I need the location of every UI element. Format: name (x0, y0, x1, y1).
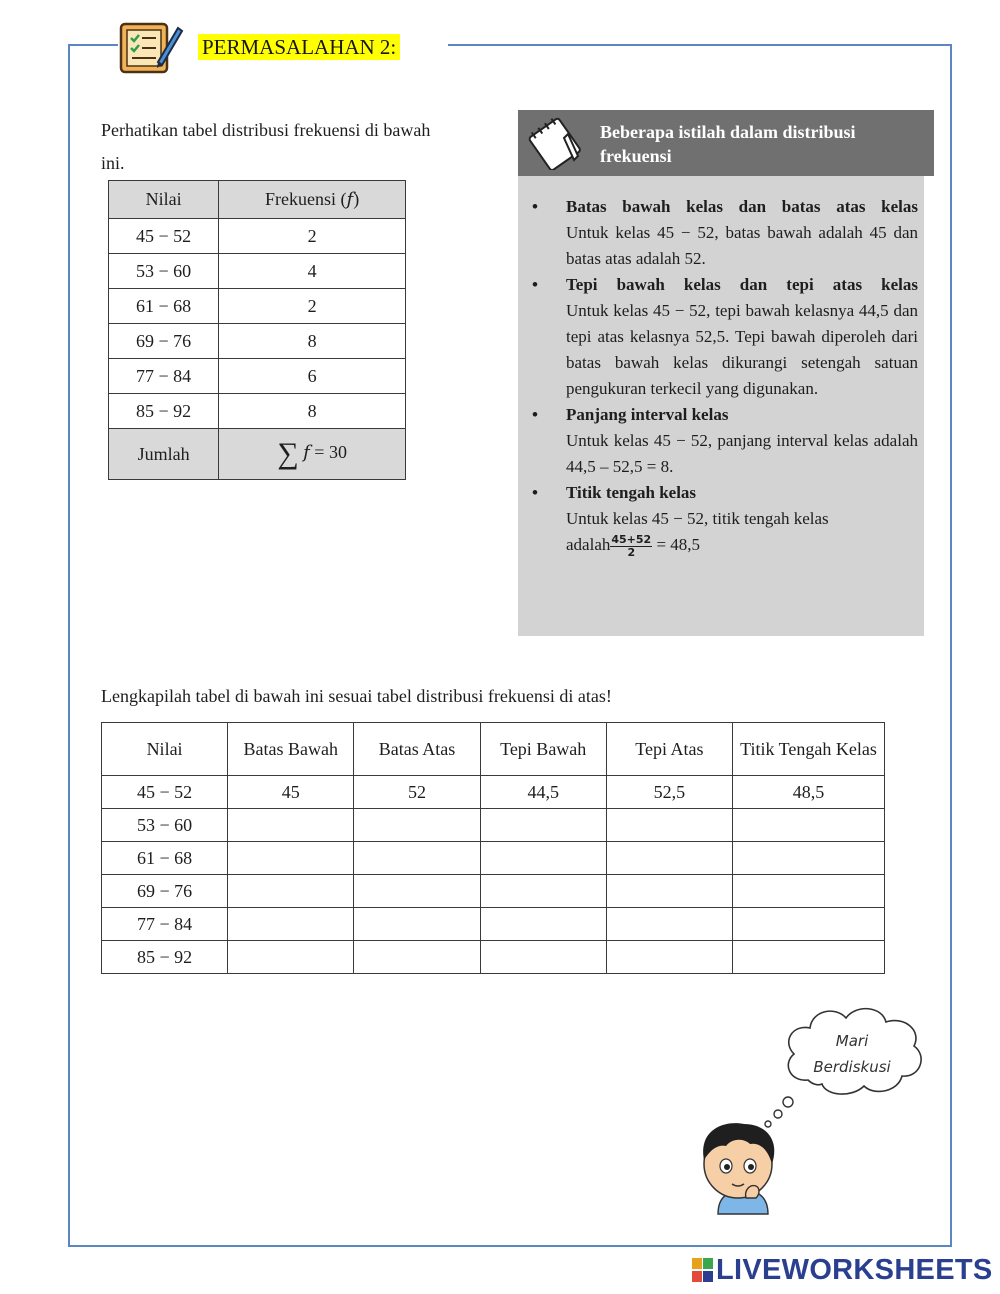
ws-row-label: 77 − 84 (102, 908, 228, 941)
info-box-header (518, 110, 934, 176)
answer-cell[interactable] (606, 809, 732, 842)
table-row (109, 394, 406, 429)
answer-cell[interactable] (606, 842, 732, 875)
fraction (610, 534, 652, 559)
table-row (109, 219, 406, 254)
answer-cell[interactable] (480, 875, 606, 908)
answer-cell[interactable] (732, 875, 884, 908)
total-row (109, 429, 406, 480)
page-title: PERMASALAHAN 2: (198, 34, 400, 60)
answer-cell[interactable] (354, 842, 480, 875)
answer-cell[interactable] (606, 908, 732, 941)
ws-cell: 52 (354, 776, 480, 809)
freq-cell: 8 (219, 394, 406, 429)
info-item-text: Untuk kelas 45 − 52, panjang interval kelas adalah 44,5 – 52,5 = 8. (566, 431, 918, 476)
thinking-boy-icon (688, 1094, 798, 1222)
info-item-text: Untuk kelas 45 − 52, tepi bawah kelasnya 44,5 dan tepi atas kelasnya 52,5. Tepi bawah diperoleh dari batas bawah kelas dikurangi setengah satuan pengukuran terkecil yang digunakan. (566, 301, 918, 398)
answer-cell[interactable] (480, 842, 606, 875)
freq-header-nilai: Nilai (109, 181, 219, 219)
answer-cell[interactable] (732, 908, 884, 941)
answer-cell[interactable] (354, 875, 480, 908)
answer-cell[interactable] (228, 842, 354, 875)
table-row (102, 809, 885, 842)
bullet: • (532, 405, 538, 424)
info-item-text: Untuk kelas 45 − 52, titik tengah kelas (566, 509, 829, 528)
table-row (109, 359, 406, 394)
table-row (109, 324, 406, 359)
speech-bubble-text (790, 1028, 914, 1080)
ws-row-label: 53 − 60 (102, 809, 228, 842)
total-label: Jumlah (109, 429, 219, 480)
answer-cell[interactable] (732, 842, 884, 875)
list-item (518, 402, 918, 480)
ws-header-titik-tengah: Titik Tengah Kelas (732, 723, 884, 776)
ws-row-label: 69 − 76 (102, 875, 228, 908)
list-item (518, 194, 918, 272)
formula-result: = 48,5 (656, 535, 701, 554)
answer-cell[interactable] (732, 941, 884, 974)
task-instruction: Lengkapilah tabel di bawah ini sesuai tabel distribusi frekuensi di atas! (101, 686, 612, 706)
answer-cell[interactable] (228, 908, 354, 941)
freq-cell: 77 − 84 (109, 359, 219, 394)
bullet: • (532, 483, 538, 502)
frequency-table (108, 180, 406, 480)
answer-cell[interactable] (228, 875, 354, 908)
answer-cell[interactable] (606, 875, 732, 908)
midpoint-formula (566, 532, 918, 559)
ws-header-tepi-bawah: Tepi Bawah (480, 723, 606, 776)
answer-cell[interactable] (228, 941, 354, 974)
fraction-numerator: 45+52 (611, 532, 652, 546)
ws-header-tepi-atas: Tepi Atas (606, 723, 732, 776)
ws-cell: 44,5 (480, 776, 606, 809)
answer-cell[interactable] (354, 941, 480, 974)
info-item-heading: Panjang interval kelas (566, 405, 729, 424)
freq-cell: 8 (219, 324, 406, 359)
answer-cell[interactable] (480, 941, 606, 974)
freq-header-frekuensi: Frekuensi (𝑓) (219, 181, 406, 219)
worksheet-table (101, 722, 885, 974)
ws-cell: 45 − 52 (102, 776, 228, 809)
ws-header-batas-atas: Batas Atas (354, 723, 480, 776)
freq-cell: 69 − 76 (109, 324, 219, 359)
freq-cell: 4 (219, 254, 406, 289)
sum-expression: 𝑓 = 30 (303, 442, 347, 463)
freq-cell: 61 − 68 (109, 289, 219, 324)
freq-cell: 45 − 52 (109, 219, 219, 254)
answer-cell[interactable] (354, 809, 480, 842)
table-row (102, 875, 885, 908)
ws-cell: 45 (228, 776, 354, 809)
list-item (518, 272, 918, 402)
brand-name: LIVEWORKSHEETS (716, 1253, 993, 1286)
table-row (109, 254, 406, 289)
info-box (518, 110, 934, 636)
fraction-denominator: 2 (627, 545, 636, 559)
freq-cell: 2 (219, 289, 406, 324)
liveworksheets-logo-icon (692, 1256, 714, 1284)
info-item-heading: Titik tengah kelas (566, 483, 697, 502)
info-item-heading: Tepi bawah kelas dan tepi atas kelas (566, 275, 918, 294)
ws-row-label: 85 − 92 (102, 941, 228, 974)
intro-text: Perhatikan tabel distribusi frekuensi di bawah ini. (101, 120, 431, 173)
answer-cell[interactable] (732, 809, 884, 842)
sum-symbol: ∑ (277, 437, 299, 470)
info-box-title: Beberapa istilah dalam distribusi frekuensi (600, 122, 856, 166)
brand-logo[interactable] (692, 1250, 993, 1290)
speech-line-2: Berdiskusi (813, 1058, 891, 1076)
ws-header-nilai: Nilai (102, 723, 228, 776)
freq-cell: 85 − 92 (109, 394, 219, 429)
freq-cell: 53 − 60 (109, 254, 219, 289)
freq-cell: 6 (219, 359, 406, 394)
answer-cell[interactable] (354, 908, 480, 941)
table-row (102, 941, 885, 974)
formula-prefix: adalah (566, 535, 611, 554)
list-item (518, 480, 918, 559)
answer-cell[interactable] (228, 809, 354, 842)
freq-cell: 2 (219, 219, 406, 254)
notepad-pencil-icon (524, 116, 586, 170)
table-row (109, 289, 406, 324)
total-value (219, 429, 406, 480)
ws-cell: 52,5 (606, 776, 732, 809)
speech-line-1: Mari (835, 1032, 869, 1050)
ws-cell: 48,5 (732, 776, 884, 809)
info-item-heading: Batas bawah kelas dan batas atas kelas (566, 197, 918, 216)
ws-header-batas-bawah: Batas Bawah (228, 723, 354, 776)
info-list (518, 194, 918, 559)
answer-cell[interactable] (606, 941, 732, 974)
bullet: • (532, 197, 538, 216)
answer-cell[interactable] (480, 809, 606, 842)
table-row (102, 776, 885, 809)
table-row (102, 842, 885, 875)
answer-cell[interactable] (480, 908, 606, 941)
checklist-pencil-icon (118, 18, 184, 76)
table-row (102, 908, 885, 941)
info-item-text: Untuk kelas 45 − 52, batas bawah adalah 45 dan batas atas adalah 52. (566, 223, 918, 268)
bullet: • (532, 275, 538, 294)
ws-row-label: 61 − 68 (102, 842, 228, 875)
